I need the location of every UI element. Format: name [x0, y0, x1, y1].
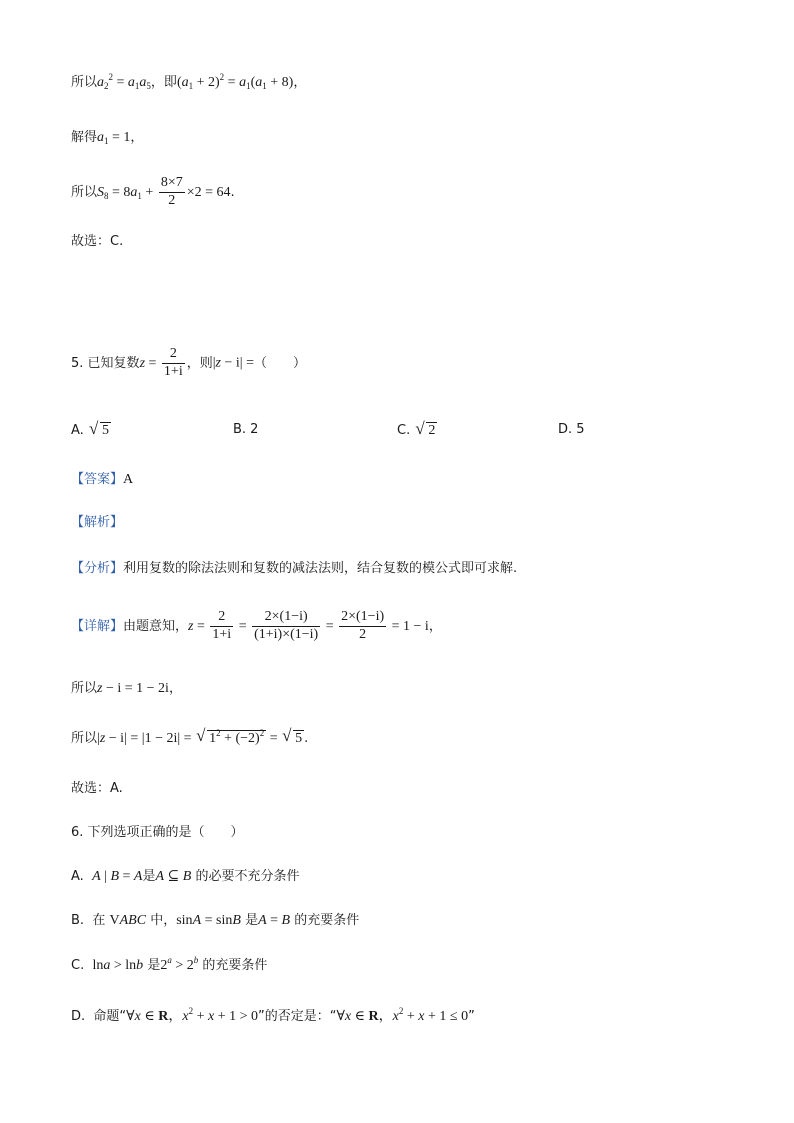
option-label: A.: [71, 423, 84, 438]
q6-option-a: [71, 870, 300, 884]
analysis-line: [71, 562, 517, 575]
solution-line-7: 故选：A.: [71, 781, 123, 796]
solution-line-5: 所以z − i = 1 − 2i，: [71, 681, 182, 696]
analysis-heading: 【解析】: [71, 515, 124, 530]
question-number: 6.: [71, 825, 84, 840]
text: 解得: [71, 130, 98, 145]
math-expression: |z − i| = |1 − 2i| = √ $1^2 + (-2)^2$ = √ 5: [97, 731, 304, 746]
text: ，: [293, 75, 307, 90]
text: 命题“: [93, 1009, 127, 1024]
option-a: [71, 422, 111, 440]
math-expression: $S_8 = 8a_1$ + $\frac{8\times 7}{2}$ ×2 = 64: [97, 175, 231, 208]
math-expression: $(a_1 + 2)^2 = a_1(a_1 + 8)$: [176, 72, 294, 91]
text: 的必要不充分条件: [195, 869, 300, 884]
math-expression: lna > lnb: [92, 958, 144, 973]
q6-option-b: [71, 914, 359, 928]
option-b: B. 2: [233, 422, 259, 437]
text: 所以: [71, 731, 98, 746]
math-expression: z = $\frac{2}{1+i}$ = $\frac{2\times(1-i)}{(1+i)\times(1-i)}$ = $\frac{2\times(1-i)}{2}$ = 1 − i: [188, 609, 429, 642]
math-expression: z − i = 1 − 2i: [97, 681, 169, 696]
option-label: D.: [71, 1009, 86, 1024]
math-expression: |z − i| =: [212, 355, 254, 371]
text: 是: [147, 958, 161, 973]
math-expression: $a_1 = 1$: [97, 130, 131, 146]
answer-bracket: （ ）: [253, 355, 306, 371]
text: ，则: [186, 355, 213, 371]
math-expression: A = B: [258, 913, 291, 928]
math-expression: VABC: [109, 913, 147, 928]
text: 是: [142, 869, 156, 884]
text: 的充要条件: [294, 913, 360, 928]
option-label: B.: [71, 913, 85, 928]
option-d: D. 5: [558, 422, 585, 437]
analysis-text: 利用复数的除法法则和复数的减法法则，结合复数的模公式即可求解.: [123, 561, 518, 576]
q6-option-d: [71, 1006, 475, 1024]
analysis-tag: 【分析】: [71, 561, 124, 576]
text: 在: [92, 913, 106, 928]
text: 是: [245, 913, 259, 928]
solution-line-4: 故选：C.: [71, 234, 124, 249]
q6-option-c: [71, 955, 268, 973]
detail-line: 【详解】由题意知，z = $\frac{2}{1+i}$ = $\frac{2\times(1-i)}{(1+i)\times(1-i)}$ = $\frac{2\times(1-i)}{2}$ = 1 − i，: [71, 609, 442, 642]
detail-tag: 【详解】: [71, 618, 124, 634]
text: 所以: [71, 184, 98, 200]
solution-line-3: [71, 175, 235, 210]
math-expression: √ 5: [88, 423, 111, 438]
option-label: C.: [71, 958, 85, 973]
option-c: [397, 422, 437, 440]
answer-value: A: [123, 472, 134, 487]
text: 的充要条件: [202, 958, 268, 973]
text: ，: [130, 130, 144, 145]
text: ”: [468, 1009, 475, 1024]
math-expression: sinA = sinB: [176, 913, 241, 928]
math-expression: z = $\frac{2}{1+i}$: [139, 346, 183, 379]
option-label: A.: [71, 869, 84, 884]
question-stem: 已知复数: [87, 355, 140, 371]
text: 所以: [71, 75, 98, 90]
math-expression: √ 2: [414, 423, 437, 438]
question-5: [71, 346, 306, 381]
text: ”的否定是：“: [257, 1009, 337, 1024]
text: ，即: [150, 75, 177, 90]
solution-line-1: [71, 72, 307, 91]
math-expression: A | B = A: [92, 869, 143, 884]
answer-line: [71, 473, 133, 487]
math-expression: A ⊆ B: [155, 869, 192, 884]
text: .: [230, 184, 235, 200]
text: 中，: [150, 913, 177, 928]
answer-tag: 【答案】: [71, 472, 124, 487]
text: 所以: [71, 681, 98, 696]
solution-line-6: 所以|z − i| = |1 − 2i| = √ $1^2 + (-2)^2$ = √ 5 .: [71, 730, 308, 748]
option-label: C.: [397, 423, 411, 438]
detail-text: 由题意知，: [123, 618, 189, 634]
math-expression: $2^a > 2^b$: [160, 955, 199, 973]
question-number: 5.: [71, 355, 84, 371]
solution-line-2: [71, 131, 143, 145]
math-expression: ∀x ∈ R，$x^2 + x + 1 \le 0$: [336, 1006, 469, 1024]
question-6: [71, 826, 244, 839]
question-stem: 下列选项正确的是（ ）: [87, 825, 244, 840]
math-expression: ∀x ∈ R，$x^2 + x + 1 > 0$: [126, 1006, 258, 1024]
math-expression: $a_2^2 = a_1a_5$: [97, 72, 151, 91]
